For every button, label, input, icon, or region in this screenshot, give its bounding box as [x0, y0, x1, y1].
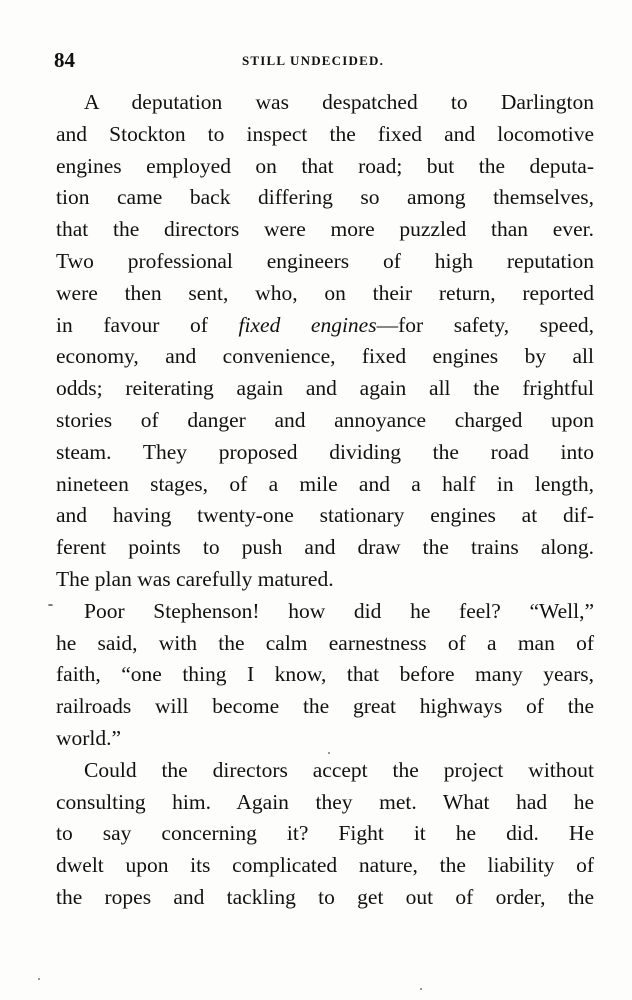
text-line: consulting him. Again they met. What had he	[56, 789, 594, 814]
text-line: A deputation was despatched to Darlington	[84, 90, 594, 114]
scan-speck	[38, 978, 40, 980]
running-head: STILL UNDECIDED.	[242, 53, 385, 68]
text-line: in favour of fixed engines—for safety, speed,	[56, 312, 594, 337]
text-line: to say concerning it? Fight it he did. He	[56, 821, 594, 846]
text-line: faith, “one thing I know, that before many years,	[56, 662, 594, 687]
text-line: ferent points to push and draw the trains along.	[56, 535, 594, 560]
text-line: Poor Stephenson! how did he feel? “Well,”	[84, 598, 594, 623]
text-line: that the directors were more puzzled than ever.	[56, 217, 594, 242]
text-line: he said, with the calm earnestness of a man of	[56, 630, 594, 655]
text-line: dwelt upon its complicated nature, the liability of	[56, 853, 594, 878]
text-line: and Stockton to inspect the fixed and locomotive	[56, 121, 594, 146]
text-line: the ropes and tackling to get out of order, the	[56, 884, 594, 909]
emphasis-text: fixed engines	[238, 312, 377, 337]
text-line: stories of danger and annoyance charged upon	[56, 407, 594, 432]
page-header	[54, 48, 590, 74]
page-number: 84	[54, 48, 75, 72]
text-line: odds; reiterating again and again all the frightful	[56, 376, 594, 401]
text-line: nineteen stages, of a mile and a half in length,	[56, 471, 594, 496]
scan-speck	[48, 604, 53, 606]
text-line: Two professional engineers of high reputation	[56, 248, 594, 273]
text-line: The plan was carefully matured.	[56, 566, 334, 591]
text-line: Could the directors accept the project without	[84, 757, 594, 782]
text-line: engines employed on that road; but the deputa-	[56, 153, 594, 178]
text-line: steam. They proposed dividing the road into	[56, 439, 594, 464]
text-line: and having twenty-one stationary engines at dif-	[56, 503, 594, 528]
text-line: world.”	[56, 725, 122, 750]
body-text	[56, 87, 594, 914]
scan-speck	[420, 988, 422, 990]
scan-speck	[328, 752, 330, 754]
text-line: railroads will become the great highways of the	[56, 694, 594, 719]
text-line: were then sent, who, on their return, reported	[56, 280, 594, 305]
text-line: tion came back differing so among themselves,	[56, 185, 594, 210]
text-line: economy, and convenience, fixed engines by all	[56, 344, 594, 369]
